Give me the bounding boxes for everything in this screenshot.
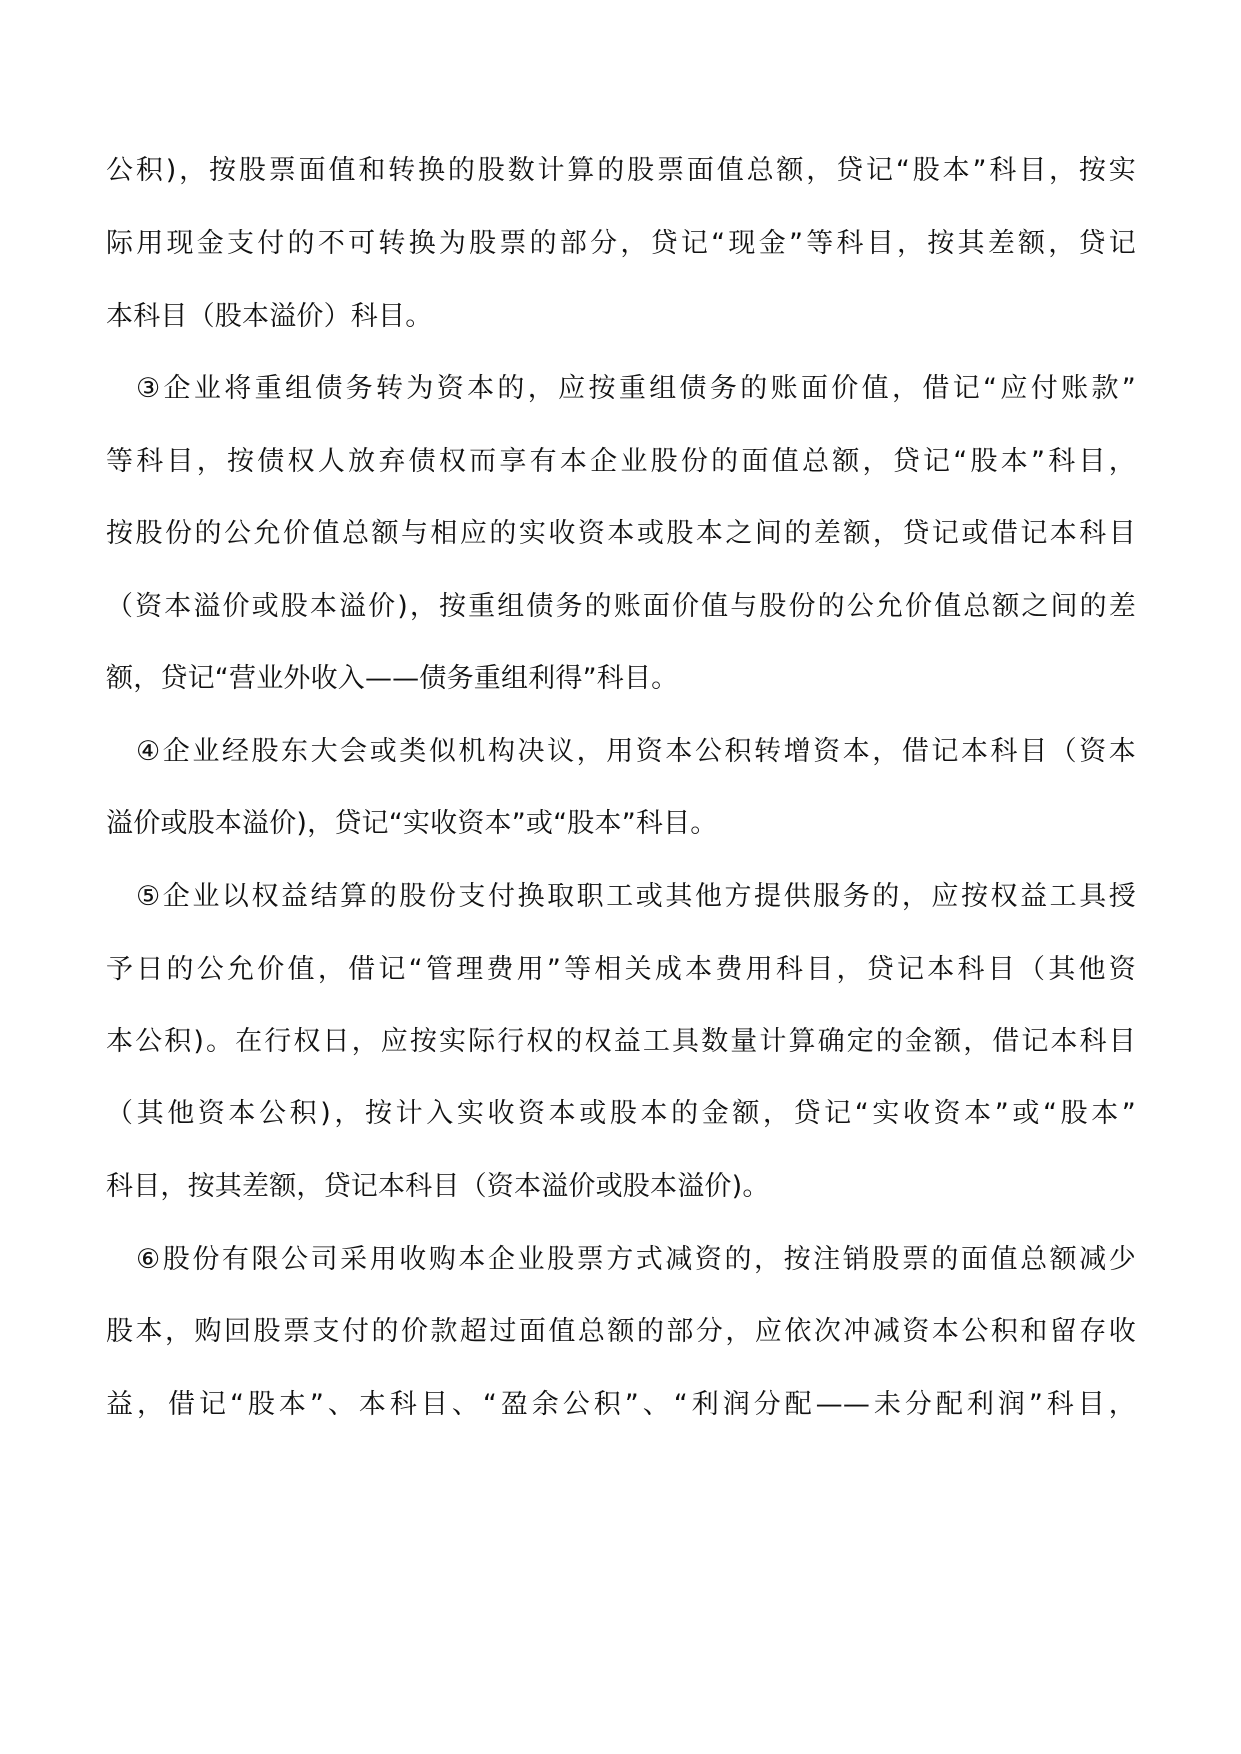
- paragraph-line: ⑥股份有限公司采用收购本企业股票方式减资的，按注销股票的面值总额减少: [136, 1244, 1136, 1275]
- paragraph-line: （其他资本公积)，按计入实收资本或股本的金额，贷记“实收资本”或“股本”: [106, 1098, 1136, 1129]
- paragraph-line: 等科目，按债权人放弃债权而享有本企业股份的面值总额，贷记“股本”科目，: [106, 446, 1136, 477]
- paragraph-line: 溢价或股本溢价)，贷记“实收资本”或“股本”科目。: [106, 808, 718, 839]
- paragraph-line: 本科目（股本溢价）科目。: [106, 301, 433, 332]
- paragraph-line: 股本，购回股票支付的价款超过面值总额的部分，应依次冲减资本公积和留存收: [106, 1316, 1136, 1347]
- paragraph-line: 益，借记“股本”、本科目、“盈余公积”、“利润分配——未分配利润”科目，: [106, 1389, 1136, 1420]
- paragraph-line: 科目，按其差额，贷记本科目（资本溢价或股本溢价)。: [106, 1171, 770, 1202]
- paragraph-line: 予日的公允价值，借记“管理费用”等相关成本费用科目，贷记本科目（其他资: [106, 954, 1136, 985]
- paragraph-line: ③企业将重组债务转为资本的，应按重组债务的账面价值，借记“应付账款”: [136, 373, 1136, 404]
- paragraph-line: ⑤企业以权益结算的股份支付换取职工或其他方提供服务的，应按权益工具授: [136, 881, 1136, 912]
- paragraph-line: 际用现金支付的不可转换为股票的部分，贷记“现金”等科目，按其差额，贷记: [106, 228, 1136, 259]
- paragraph-line: 本公积)。在行权日，应按实际行权的权益工具数量计算确定的金额，借记本科目: [106, 1026, 1136, 1057]
- paragraph-line: 额，贷记“营业外收入——债务重组利得”科目。: [106, 663, 679, 694]
- paragraph-line: （资本溢价或股本溢价)，按重组债务的账面价值与股份的公允价值总额之间的差: [106, 591, 1136, 622]
- paragraph-line: 公积)，按股票面值和转换的股数计算的股票面值总额，贷记“股本”科目，按实: [106, 155, 1136, 186]
- paragraph-line: 按股份的公允价值总额与相应的实收资本或股本之间的差额，贷记或借记本科目: [106, 518, 1136, 549]
- paragraph-line: ④企业经股东大会或类似机构决议，用资本公积转增资本，借记本科目（资本: [136, 736, 1136, 767]
